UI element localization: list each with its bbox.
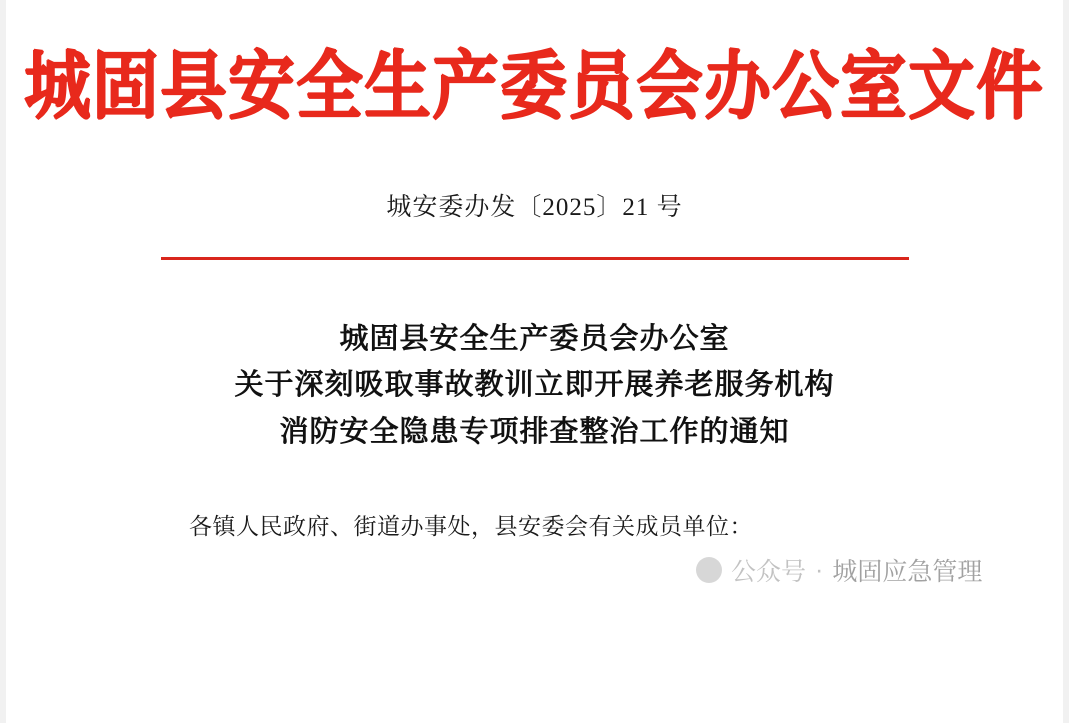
watermark	[696, 552, 982, 588]
watermark-account: 城固应急管理	[832, 558, 983, 586]
document-header-title: 城固县安全生产委员会办公室文件	[24, 46, 1045, 129]
title-line-3: 消防安全隐患专项排查整治工作的通知	[279, 416, 790, 449]
watermark-prefix: 公众号	[731, 558, 807, 586]
document-salutation: 各镇人民政府、街道办事处，县安委会有关成员单位：	[189, 514, 753, 540]
watermark-separator: ·	[815, 555, 824, 584]
red-separator-rule	[161, 257, 909, 260]
title-line-2: 关于深刻吸取事故教训立即开展养老服务机构	[234, 369, 835, 402]
document-body	[6, 0, 1063, 723]
title-line-1: 城固县安全生产委员会办公室	[339, 322, 730, 355]
page-gutter-right	[1063, 0, 1069, 723]
watermark-avatar-icon	[696, 557, 722, 583]
document-title-block	[6, 316, 1063, 457]
document-number: 城安委办发〔2025〕21 号	[386, 193, 683, 221]
